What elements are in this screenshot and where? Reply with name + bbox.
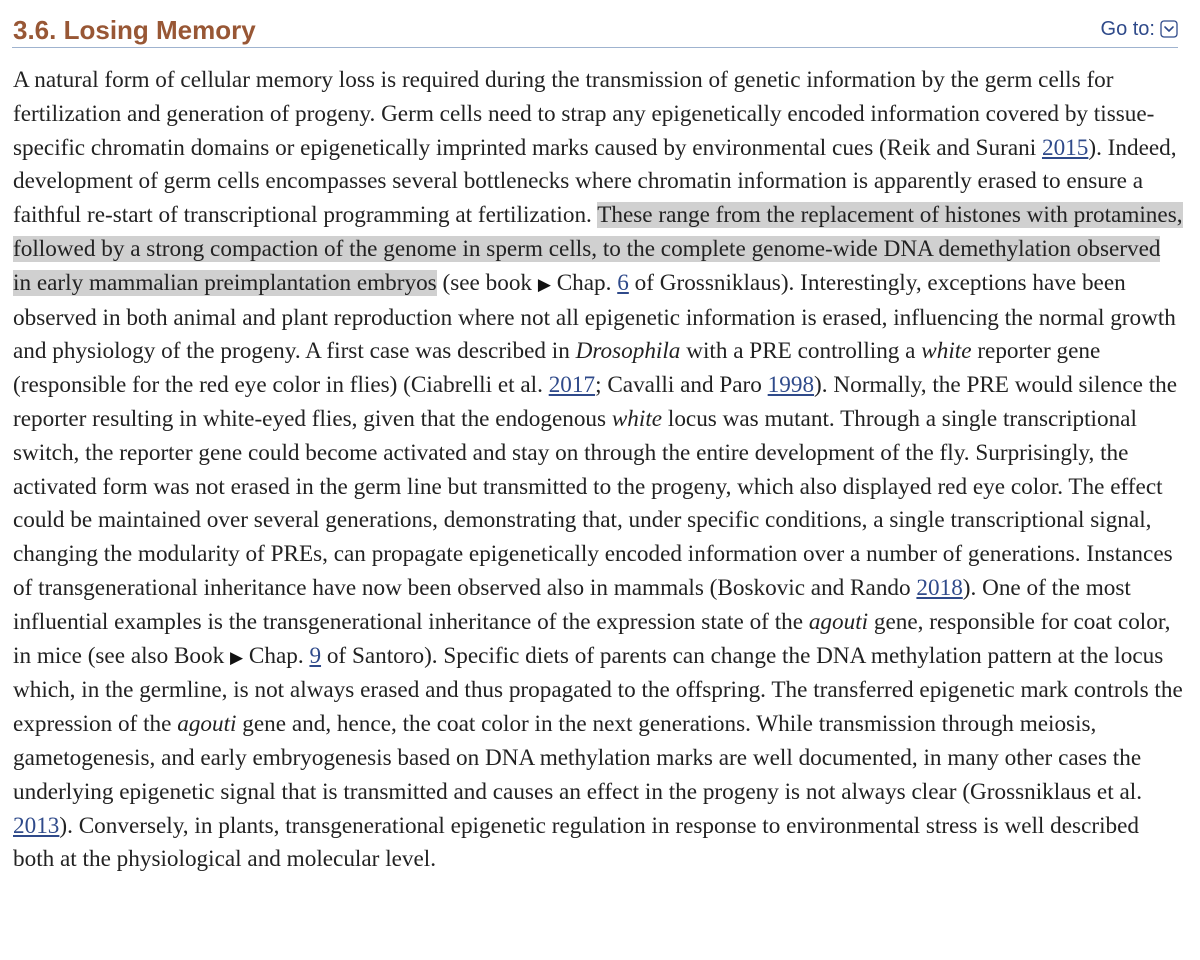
citation-link-reik-surani[interactable]: 2015 <box>1041 134 1089 161</box>
goto-label[interactable]: Go to: <box>1100 18 1155 40</box>
paragraph-text: gene and, hence, the coat color in the next generations. While transmission through meiosis, gametogenesis, and early embryogenesis based on DNA methylation marks are well documented, in many other cases the underlying epigenetic signal that is transmitted and causes an effect in the progeny is not always clear (Grossniklaus et al. <box>13 711 1142 805</box>
citation-link-ciabrelli[interactable]: 2017 <box>548 372 596 399</box>
citation-link-cavalli-paro[interactable]: 1998 <box>767 372 815 399</box>
gene-name: agouti <box>808 608 869 635</box>
gene-name: agouti <box>177 711 237 738</box>
paragraph-text: of Santoro). Specific diets of parents can change the DNA methylation pattern at the locus which, in the germline, is not always erased and thus propagated to the offspring. The transferred epigenetic mark controls the expression of the <box>13 642 1183 738</box>
chapter-link-9[interactable]: 9 <box>309 642 322 669</box>
paragraph-text: gene, responsible for coat color, in mice (see also Book <box>13 608 1171 669</box>
gene-name: white <box>921 338 972 365</box>
paragraph-text: ). Indeed, development of germ cells encompasses several bottlenecks where chromatin information is apparently erased to ensure a faithful re-start of transcriptional programming at fertilization. <box>13 134 1177 229</box>
paragraph-text: ; Cavalli and Paro <box>595 372 768 399</box>
body-paragraph <box>13 64 1183 877</box>
citation-link-boskovic-rando[interactable]: 2018 <box>916 574 963 601</box>
paragraph-text: of Grossniklaus). Interestingly, exceptions have been observed in both animal and plant reproduction where not all epigenetic information is erased, influencing the normal growth and physiology of the progeny. A first case was described in <box>13 269 1176 365</box>
citation-link-grossniklaus[interactable]: 2013 <box>13 812 60 839</box>
goto-menu[interactable] <box>1101 17 1178 41</box>
section-header <box>12 12 1178 48</box>
chevron-down-box-icon[interactable] <box>1160 20 1178 38</box>
section-title: 3.6. Losing Memory <box>13 15 256 45</box>
paragraph-text: ). Normally, the PRE would silence the reporter resulting in white-eyed flies, given that the endogenous <box>13 372 1178 432</box>
chapter-link-6[interactable]: 6 <box>617 269 629 296</box>
book-arrow-icon: ▶ <box>537 274 551 294</box>
paragraph-text: with a PRE controlling a <box>680 338 922 365</box>
gene-name: white <box>611 405 663 432</box>
paragraph-text: Chap. <box>243 642 310 669</box>
paragraph-text: locus was mutant. Through a single transcriptional switch, the reporter gene could become activated and stay on through the entire development of the fly. Surprisingly, the activated form was not erased in the germ line but transmitted to the progeny, which also displayed red eye color. The effect could be maintained over several generations, demonstrating that, under specific conditions, a single transcriptional signal, changing the modularity of PREs, can propagate epigenetically encoded information over a number of generations. Instances of transgenerational inheritance have now been observed also in mammals (Boskovic and Rando <box>13 405 1173 601</box>
paragraph-text: Chap. <box>550 269 618 296</box>
paragraph-text: ). One of the most influential examples is the transgenerational inheritance of the expression state of the <box>13 574 1131 635</box>
species-name: Drosophila <box>575 338 681 365</box>
paragraph-text: (see book <box>436 269 538 296</box>
book-arrow-icon: ▶ <box>230 647 244 667</box>
highlighted-text: These range from the replacement of histones with protamines, followed by a strong compaction of the genome in sperm cells, to the complete genome-wide DNA demethylation observed in early mammalian preimplantation embryos <box>13 202 1183 296</box>
paragraph-text: A natural form of cellular memory loss is required during the transmission of genetic information by the germ cells for fertilization and generation of progeny. Germ cells need to strap any epigenetically encoded information covered by tissue-specific chromatin domains or epigenetically imprinted marks caused by environmental cues (Reik and Surani <box>13 67 1155 161</box>
paragraph-text: reporter gene (responsible for the red eye color in flies) (Ciabrelli et al. <box>13 338 1101 399</box>
paragraph-text: ). Conversely, in plants, transgenerational epigenetic regulation in response to environmental stress is well described both at the physiological and molecular level. <box>13 812 1140 873</box>
